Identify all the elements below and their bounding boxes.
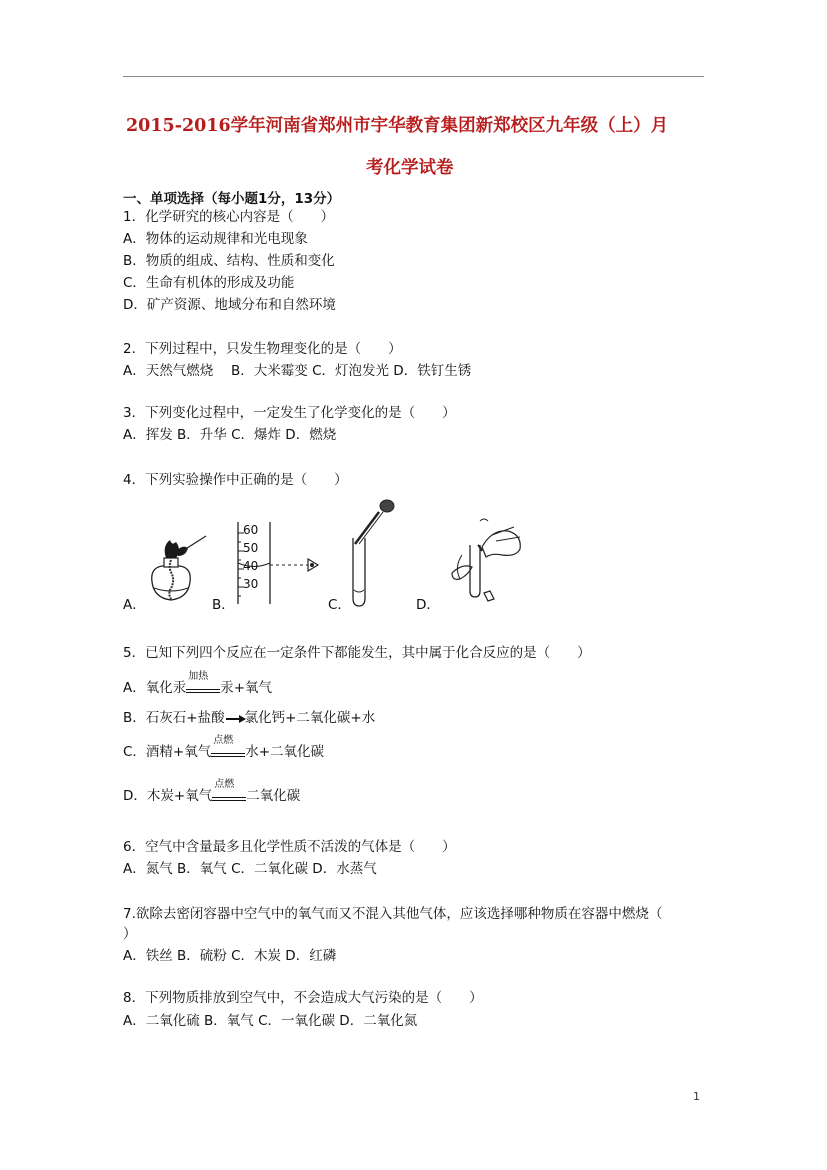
pouring-liquid-image [432,515,527,607]
equals-bar-bottom [212,800,246,801]
equals-bar-top [212,797,246,798]
cylinder-tick-30: 30 [243,577,259,591]
q3-options: A．挥发 B．升华 C．爆炸 D．燃烧 [123,427,337,443]
cylinder-tick-labels [243,521,258,593]
q4-label-c: C． [328,597,351,613]
q5-option-a [123,671,273,697]
q3-stem: 3．下列变化过程中，一定发生了化学变化的是（ ） [123,405,456,421]
header-rule [123,76,704,77]
reaction-condition: 点燃 [213,735,234,746]
q4-stem: 4．下列实验操作中正确的是（ ） [123,472,348,488]
q5-d-reactant: D．木炭+氧气 [123,788,213,804]
q5-a-reactant: A．氧化汞 [123,680,187,696]
q4-label-b: B． [212,597,235,613]
equals-bar-top [186,689,220,690]
q6-options: A．氮气 B．氧气 C．二氧化碳 D．水蒸气 [123,861,377,877]
q1-option-d: D．矿产资源、地域分布和自然环境 [123,297,336,313]
q5-b-reactant: B．石灰石+盐酸 [123,710,225,726]
q5-c-reactant: C．酒精+氧气 [123,744,212,760]
q4-label-d: D． [416,597,440,613]
q1-option-c: C．生命有机体的形成及功能 [123,275,295,291]
q1-option-b: B．物质的组成、结构、性质和变化 [123,253,335,269]
equals-bar-top [211,753,245,754]
q5-option-b [123,709,375,727]
page-number: 1 [693,1090,700,1103]
q7-stem-end: ） [123,926,137,942]
q7-stem: 7.欲除去密闭容器中空气中的氧气而又不混入其他气体，应该选择哪种物质在容器中燃烧（ [123,906,663,922]
q5-d-product: 二氧化碳 [246,788,301,804]
cylinder-tick-50: 50 [243,541,259,555]
q5-option-c [123,735,325,761]
q6-stem: 6．空气中含量最多且化学性质不活泼的气体是（ ） [123,839,456,855]
equals-bar-bottom [211,756,245,757]
q5-a-product: 汞+氧气 [220,680,273,696]
reaction-arrow [211,735,245,761]
alcohol-lamp-image [142,530,210,610]
page-title-line2: 考化学试卷 [366,158,454,178]
q1-stem: 1．化学研究的核心内容是（ ） [123,209,335,225]
q8-options: A．二氧化硫 B．氧气 C．一氧化碳 D．二氧化氮 [123,1013,418,1029]
arrow-icon [225,709,245,727]
q4-label-a: A． [123,597,146,613]
q5-option-d [123,779,301,805]
reaction-condition: 加热 [188,671,209,682]
reaction-arrow [212,779,246,805]
arrow-head [239,715,246,723]
page-title-line1: 2015-2016学年河南省郑州市宇华教育集团新郑校区九年级（上）月 [126,116,669,136]
section-heading: 一、单项选择（每小题1分，13分） [123,191,341,207]
reaction-condition: 点燃 [214,779,235,790]
dropper-test-tube-image [345,498,405,610]
equals-bar-bottom [186,692,220,693]
reaction-arrow [186,671,220,697]
cylinder-tick-60: 60 [243,523,259,537]
cylinder-tick-40: 40 [243,559,259,573]
q1-option-a: A．物体的运动规律和光电现象 [123,231,308,247]
q2-stem: 2．下列过程中，只发生物理变化的是（ ） [123,341,402,357]
q5-stem: 5．已知下列四个反应在一定条件下都能发生，其中属于化合反应的是（ ） [123,645,591,661]
q5-c-product: 水+二氧化碳 [245,744,325,760]
q2-options: A．天然气燃烧 B．大米霉变 C．灯泡发光 D．铁钉生锈 [123,363,472,379]
q7-options: A．铁丝 B．硫粉 C．木炭 D．红磷 [123,948,337,964]
q5-b-product: 氯化钙+二氧化碳+水 [244,710,376,726]
q8-stem: 8．下列物质排放到空气中，不会造成大气污染的是（ ） [123,990,483,1006]
